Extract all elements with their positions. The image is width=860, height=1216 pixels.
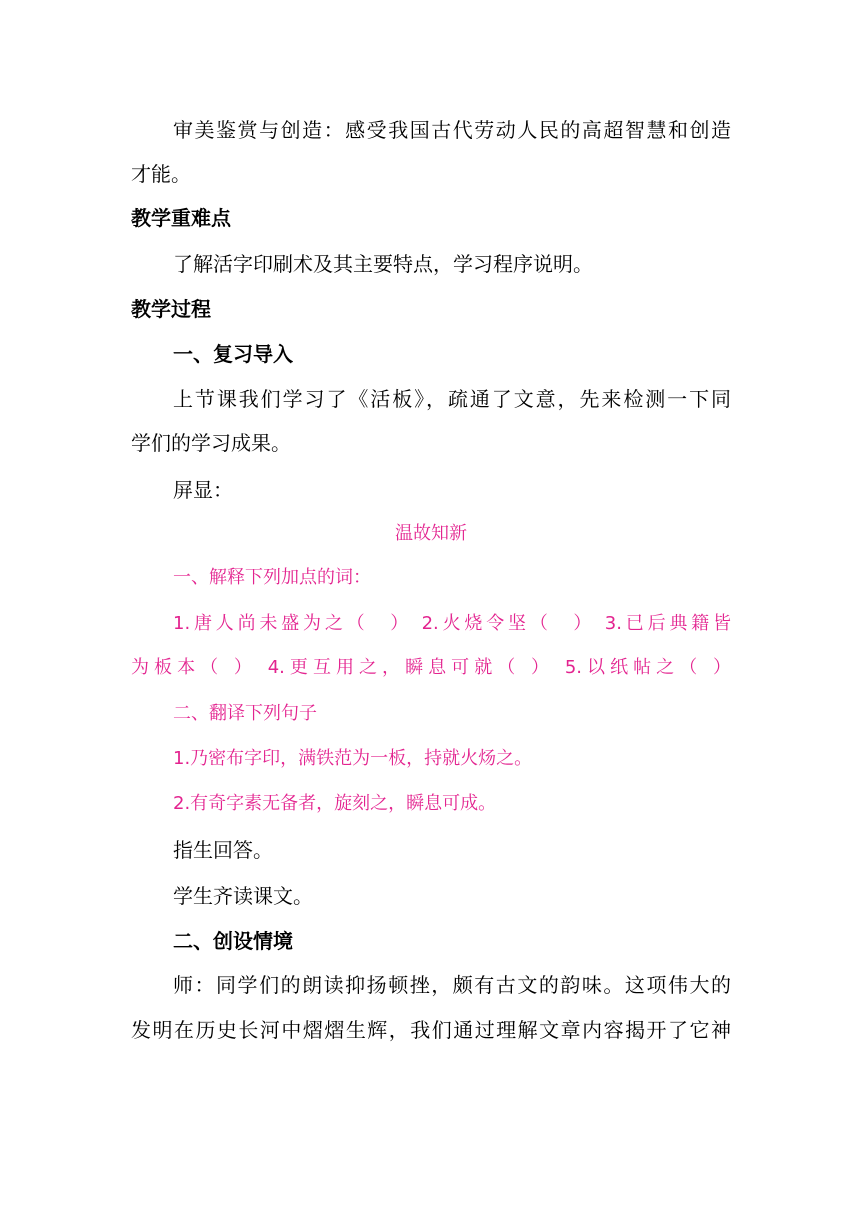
paragraph-answer: 指生回答。: [173, 838, 273, 862]
slide-sentence-1: 1.乃密布字印，满铁范为一板，持就火炀之。: [173, 748, 533, 769]
heading-process: 教学过程: [131, 297, 211, 321]
paragraph-review-line-2: 学们的学习成果。: [131, 431, 291, 455]
heading-key-points: 教学重难点: [131, 206, 231, 230]
slide-section-1: 一、解释下列加点的词：: [173, 567, 371, 588]
paragraph-aesthetic-line-2: 才能。: [131, 162, 191, 186]
paragraph-screen: 屏显：: [173, 478, 233, 502]
slide-section-2: 二、翻译下列句子: [173, 703, 317, 724]
paragraph-teacher-line-1: 师：同学们的朗读抑扬顿挫，颇有古文的韵味。这项伟大的: [173, 973, 731, 997]
slide-sentence-2: 2.有奇字素无备者，旋刻之，瞬息可成。: [173, 793, 497, 814]
paragraph-review-line-1: 上节课我们学习了《活板》，疏通了文意，先来检测一下同: [173, 387, 731, 411]
slide-items-line-1: 1.唐人尚未盛为之（ ） 2.火烧令坚（ ） 3.已后典籍皆: [173, 613, 731, 634]
slide-title: 温故知新: [395, 523, 467, 544]
heading-review: 一、复习导入: [173, 342, 293, 366]
paragraph-teacher-line-2: 发明在历史长河中熠熠生辉，我们通过理解文章内容揭开了它神: [131, 1018, 731, 1042]
slide-items-line-2: 为板本（ ） 4.更互用之，瞬息可就（ ） 5.以纸帖之（ ）: [131, 657, 731, 678]
paragraph-aesthetic-line-1: 审美鉴赏与创造：感受我国古代劳动人民的高超智慧和创造: [173, 118, 731, 142]
paragraph-key-points: 了解活字印刷术及其主要特点，学习程序说明。: [173, 252, 593, 276]
paragraph-read: 学生齐读课文。: [173, 884, 313, 908]
heading-scene: 二、创设情境: [173, 929, 293, 953]
